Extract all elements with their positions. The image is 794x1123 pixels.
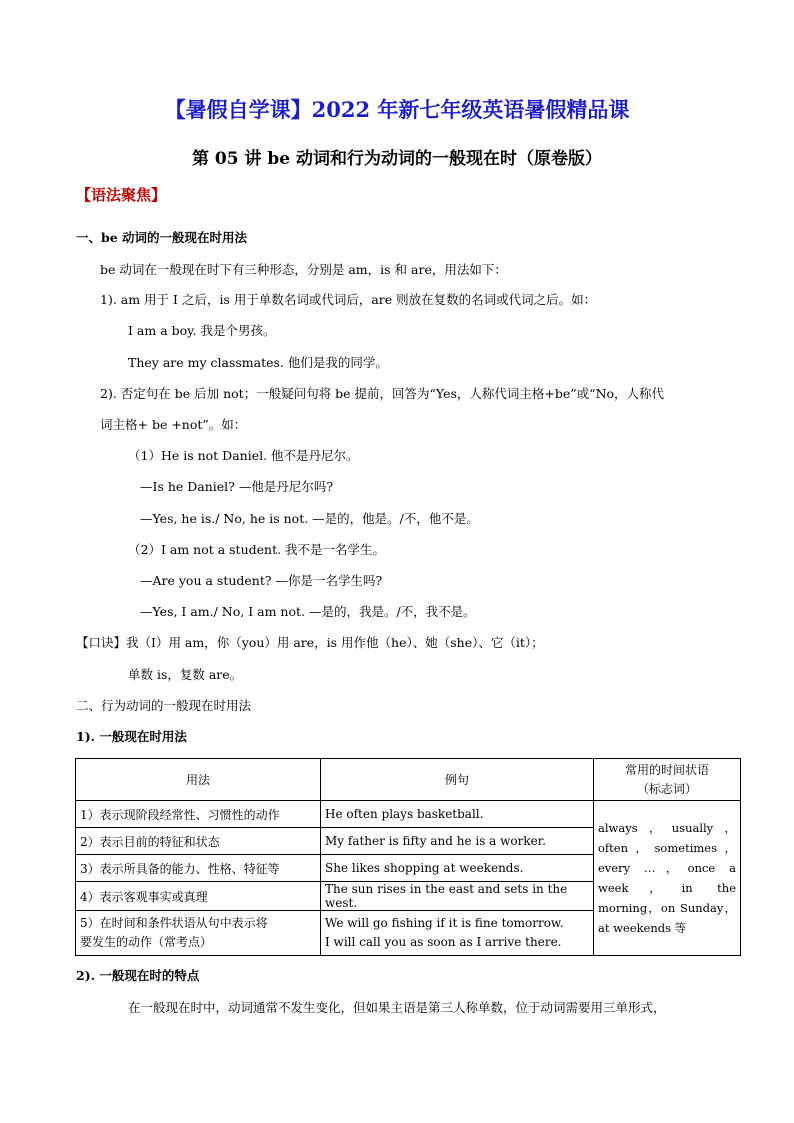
example-dialogue: —Are you a student? —你是一名学生吗? <box>140 573 383 588</box>
mnemonic-text: 我（I）用 am，你（you）用 are，is 用作他（he）、她（she）、它（it）； <box>126 635 544 650</box>
header-example: 例句 <box>321 759 594 801</box>
section2-sub2: 2). 一般现在时的特点 <box>76 968 200 983</box>
mnemonic-line2: 单数 is，复数 are。 <box>128 667 243 682</box>
section1-heading: 一、be 动词的一般现在时用法 <box>76 230 248 245</box>
header-time-words <box>594 759 741 801</box>
example-cell: The sun rises in the east and sets in the west. <box>321 882 594 911</box>
usage-cell: 1）表示现阶段经常性、习惯性的动作 <box>76 801 321 828</box>
document-title: 【暑假自学课】2022 年新七年级英语暑假精品课 <box>164 97 630 122</box>
example-dialogue: —Is he Daniel? —他是丹尼尔吗? <box>140 479 334 494</box>
header-usage: 用法 <box>76 759 321 801</box>
section1-intro: be 动词在一般现在时下有三种形态，分别是 am，is 和 are，用法如下： <box>100 262 507 277</box>
usage-cell <box>76 911 321 956</box>
grammar-focus-label: 【语法聚焦】 <box>76 186 167 204</box>
example-line2: I will call you as soon as I arrive there. <box>325 935 562 949</box>
section1-point2-line1: 2). 否定句在 be 后加 not；一般疑问句将 be 提前，回答为“Yes，人称代词主格+be”或“No，人称代 <box>100 386 665 401</box>
example-sentence: （1）He is not Daniel. 他不是丹尼尔。 <box>128 448 359 463</box>
example-cell: He often plays basketball. <box>321 801 594 828</box>
present-tense-usage-table <box>75 758 741 956</box>
example-dialogue: —Yes, I am./ No, I am not. —是的，我是。/不，我不是。 <box>140 604 476 619</box>
section2-sub1: 1). 一般现在时用法 <box>76 729 187 744</box>
header-time-words-line2: （标志词） <box>636 781 697 796</box>
section1-point1: 1). am 用于 I 之后，is 用于单数名词或代词后，are 则放在复数的名词或代词之后。如： <box>100 292 597 307</box>
usage-line1: 5）在时间和条件状语从句中表示将 <box>80 916 268 930</box>
example-cell: She likes shopping at weekends. <box>321 855 594 882</box>
example-sentence: I am a boy. 我是个男孩。 <box>128 323 276 338</box>
example-line1: We will go fishing if it is fine tomorrow. <box>325 916 564 930</box>
section2-heading: 二、行为动词的一般现在时用法 <box>76 698 252 713</box>
header-time-words-line1: 常用的时间状语 <box>624 762 709 777</box>
example-cell <box>321 911 594 956</box>
example-sentence: （2）I am not a student. 我不是一名学生。 <box>128 542 386 557</box>
lesson-subtitle: 第 05 讲 be 动词和行为动词的一般现在时（原卷版） <box>191 149 603 169</box>
example-sentence: They are my classmates. 他们是我的同学。 <box>128 355 388 370</box>
example-cell: My father is fifty and he is a worker. <box>321 828 594 855</box>
usage-cell: 4）表示客观事实或真理 <box>76 882 321 911</box>
usage-line2: 要发生的动作（常考点） <box>80 935 213 949</box>
table-header-row <box>76 759 741 801</box>
usage-cell: 3）表示所具备的能力、性格、特征等 <box>76 855 321 882</box>
time-words-cell: always，usually，often，sometimes， every …，once a week，in the morning，on Sunday，at weekends 等 <box>594 801 741 956</box>
example-dialogue: —Yes, he is./ No, he is not. —是的，他是。/不，他不是。 <box>140 511 479 526</box>
section2-paragraph: 在一般现在时中，动词通常不发生变化，但如果主语是第三人称单数，位于动词需要用三单形式， <box>128 1000 666 1015</box>
section1-point2-line2: 词主格+ be +not”。如： <box>100 417 247 432</box>
table-row <box>76 801 741 828</box>
mnemonic-label: 【口诀】 <box>76 635 127 650</box>
mnemonic-line1 <box>76 633 544 651</box>
usage-cell: 2）表示目前的特征和状态 <box>76 828 321 855</box>
